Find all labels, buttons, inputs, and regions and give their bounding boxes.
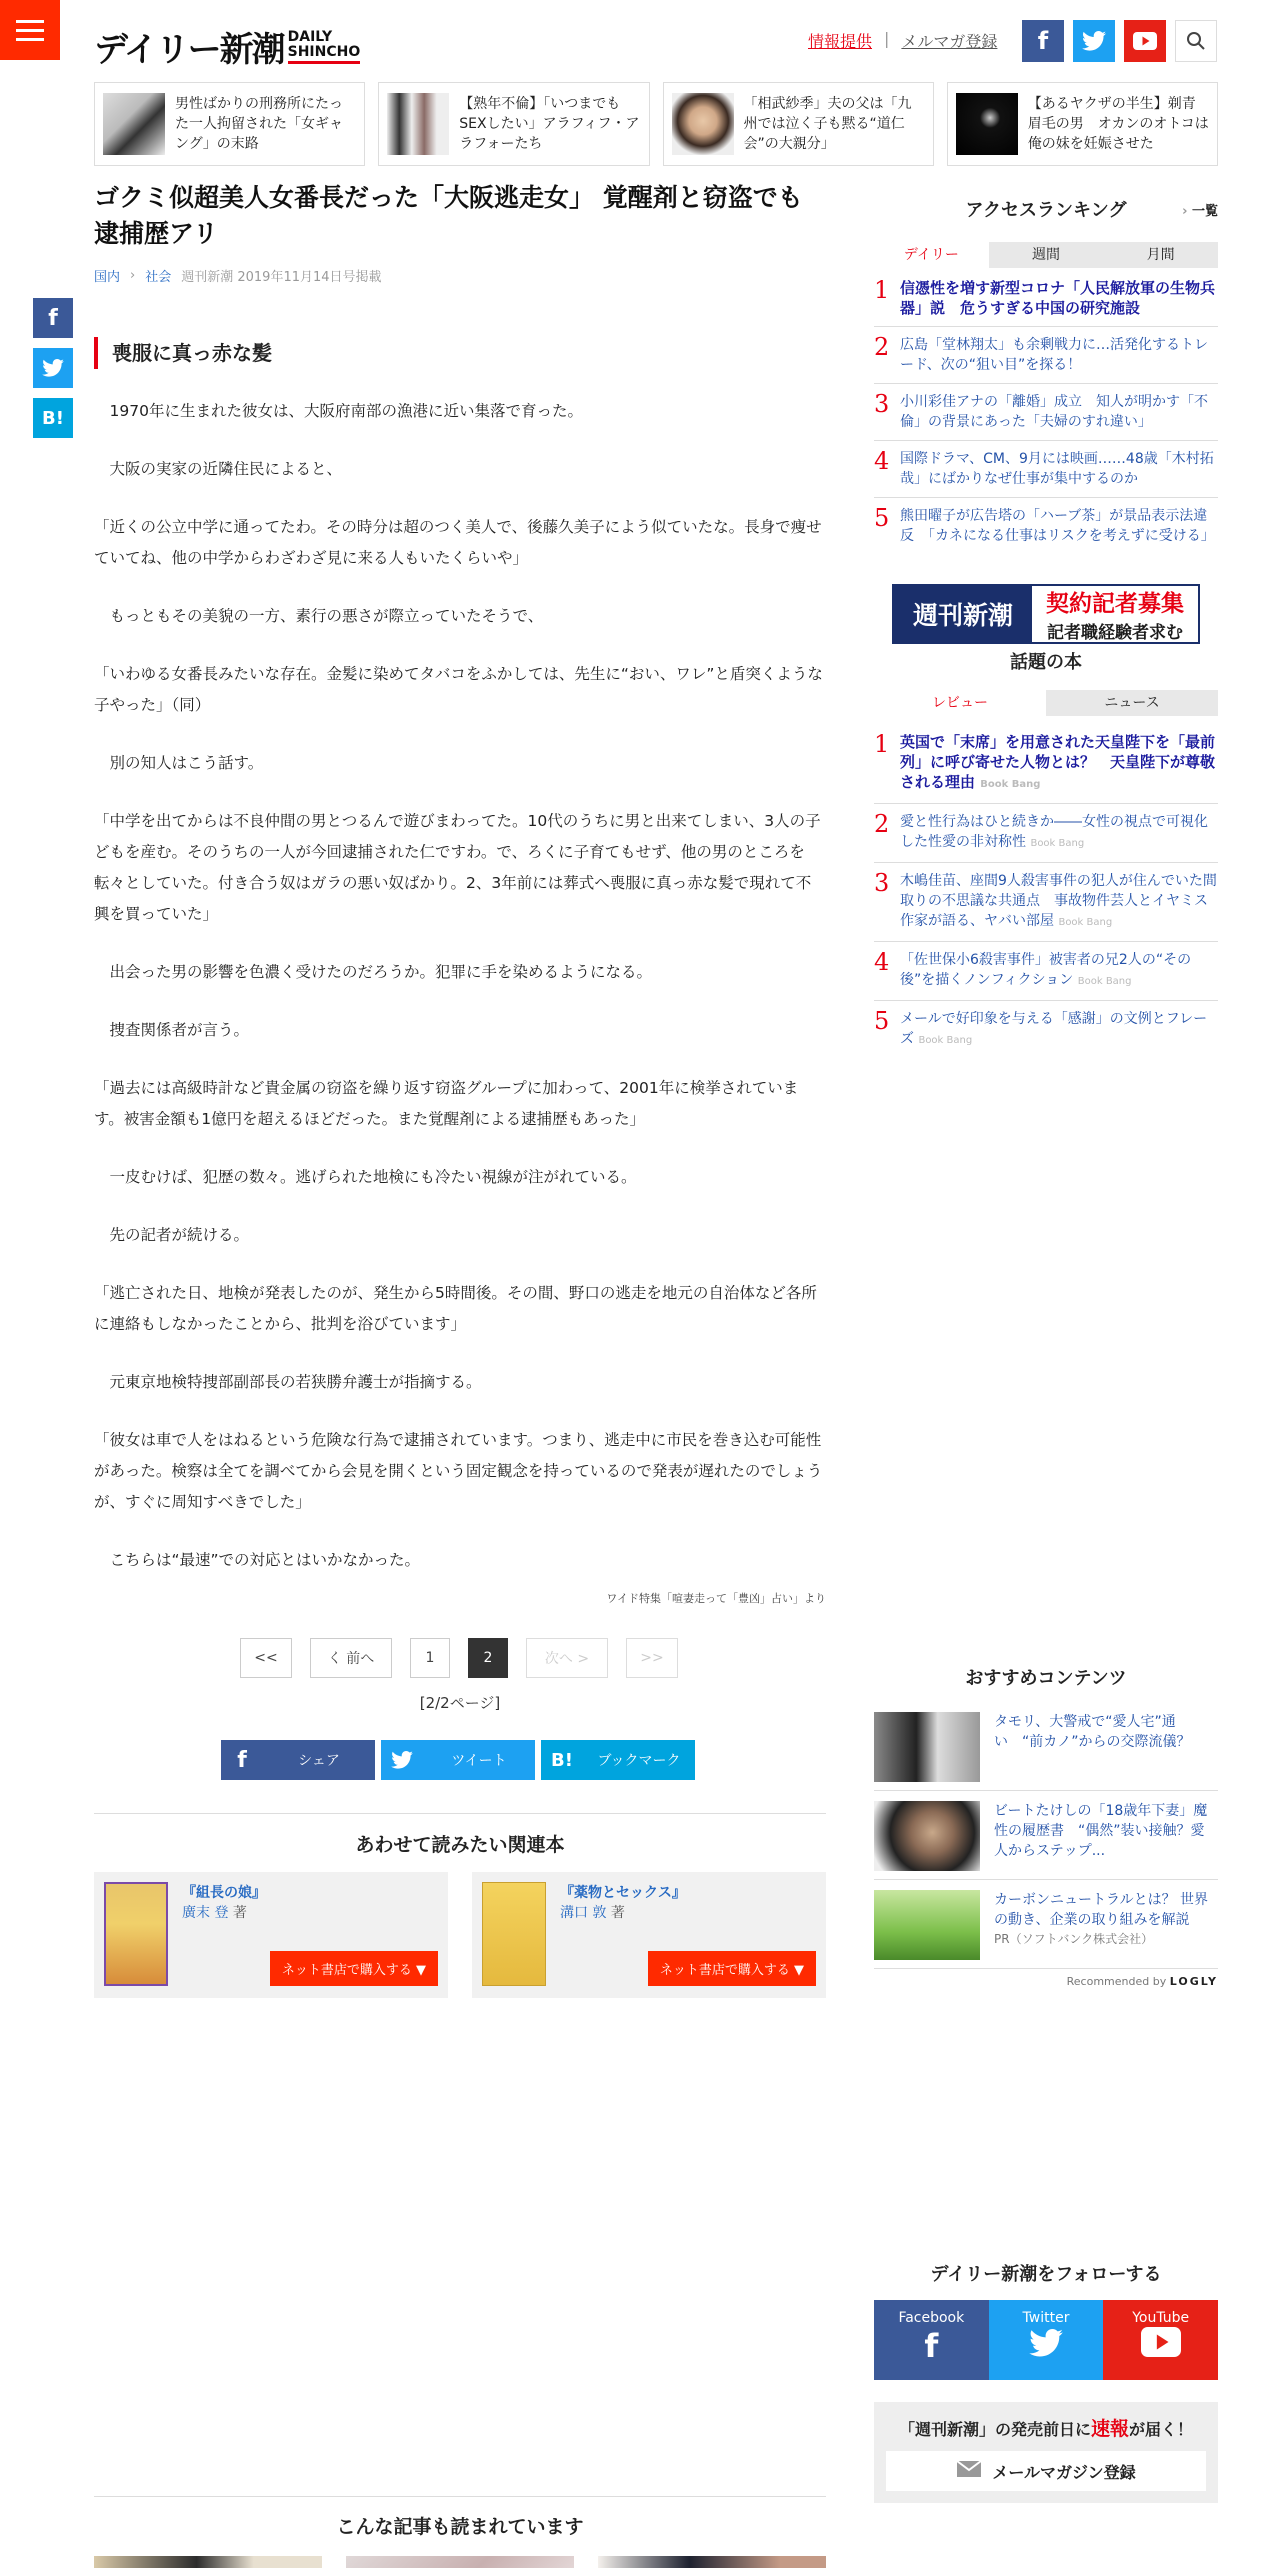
rank-number: 3 xyxy=(874,869,890,897)
youtube-icon xyxy=(1141,2326,1181,2366)
featured-thumb xyxy=(103,93,165,155)
article-paragraph: 元東京地検特捜部副部長の若狭勝弁護士が指摘する。 xyxy=(94,1373,482,1391)
rank-title: 信憑性を増す新型コロナ「人民解放軍の生物兵器」説 危うすぎる中国の研究施設 xyxy=(900,279,1216,317)
recommended-item[interactable] xyxy=(874,1886,1218,1969)
related-books-title: あわせて読みたい関連本 xyxy=(355,1834,565,1856)
recommended-text xyxy=(994,1890,1218,1960)
category-link[interactable]: 国内 xyxy=(94,270,121,285)
site-logo[interactable] xyxy=(94,22,360,71)
facebook-follow-button[interactable] xyxy=(874,2300,989,2380)
twitter-icon[interactable] xyxy=(33,348,73,388)
banner-logo: 週刊新潮 xyxy=(894,586,1032,642)
books-list xyxy=(874,724,1218,1059)
article-source: 週刊新潮 2019年11月14日号掲載 xyxy=(181,270,382,285)
article-body xyxy=(94,396,826,1576)
rank-title: 国際ドラマ、CM、9月には映画……48歳「木村拓哉」にばかりなぜ仕事が集中するのか xyxy=(900,451,1214,487)
twitter-icon xyxy=(1029,2326,1063,2366)
book-item[interactable] xyxy=(874,863,1218,942)
featured-card[interactable] xyxy=(378,82,649,166)
follow-title: デイリー新潮をフォローする xyxy=(930,2264,1162,2285)
twitter-icon xyxy=(381,1740,423,1780)
more-articles-title: こんな記事も読まれています xyxy=(336,2516,584,2538)
page-1-button[interactable]: 1 xyxy=(410,1638,450,1678)
recommended-thumb xyxy=(874,1801,980,1871)
ranking-item[interactable] xyxy=(874,498,1218,554)
article-paragraph: 「逃亡された日、地検が発表したのが、発生から5時間後。その間、野口の逃走を地元の自治体など各所に連絡もしなかったことから、批判を浴びています」 xyxy=(94,1284,817,1333)
books-title: 話題の本 xyxy=(1010,652,1082,673)
article-paragraph: 大阪の実家の近隣住民によると、 xyxy=(94,460,343,478)
more-articles xyxy=(94,2556,826,2568)
powered-by: Recommended by LOGLY xyxy=(1066,1975,1218,1988)
facebook-icon[interactable]: f xyxy=(33,298,73,338)
newsletter-box xyxy=(874,2402,1218,2503)
rank-number: 2 xyxy=(874,333,890,361)
recommended-thumb xyxy=(874,1712,980,1782)
rank-number: 1 xyxy=(874,730,890,758)
ranking-title: アクセスランキング › 一覧 xyxy=(965,200,1218,221)
article-paragraph: 先の記者が続ける。 xyxy=(94,1226,250,1244)
book-title[interactable]: 『組長の娘』 xyxy=(182,1885,266,1901)
featured-thumb xyxy=(956,93,1018,155)
prev-page-button[interactable]: く 前へ xyxy=(310,1638,392,1678)
share-bar xyxy=(221,1740,695,1780)
rank-number: 3 xyxy=(874,390,890,418)
book-title[interactable]: 『薬物とセックス』 xyxy=(560,1885,686,1901)
follow-buttons xyxy=(874,2300,1218,2380)
newsletter-link[interactable]: メルマガ登録 xyxy=(901,32,998,51)
recommended-item[interactable] xyxy=(874,1708,1218,1791)
article-paragraph: 「近くの公立中学に通ってたわ。その時分は超のつく美人で、後藤久美子によう似ていたな。長身で痩せていてね、他の中学からわざわざ見に来る人もいたくらいや」 xyxy=(94,518,822,567)
article-subheading: 喪服に真っ赤な髪 xyxy=(94,337,826,369)
book-item-title: 木嶋佳苗、座間9人殺害事件の犯人が住んでいた間取りの不思議な共通点 事故物件芸人とイヤミス作家が語る、ヤバい部屋 Book Bang xyxy=(900,873,1217,929)
book-cover[interactable] xyxy=(482,1882,546,1986)
article-thumbnail[interactable] xyxy=(94,2556,322,2568)
featured-strip xyxy=(94,82,1218,166)
related-books xyxy=(94,1872,826,1998)
recommended-title: ビートたけしの「18歳年下妻」魔性の履歴書 “偶然”装い接触？愛人からステップ... xyxy=(994,1803,1208,1859)
follow-label: Facebook xyxy=(898,2310,965,2326)
logo-en: DAILY SHINCHO xyxy=(288,30,361,64)
tab-weekly[interactable]: 週間 xyxy=(989,242,1104,268)
last-page-button[interactable]: >> xyxy=(626,1638,678,1678)
share-label: シェア xyxy=(298,1753,340,1769)
youtube-icon[interactable] xyxy=(1124,20,1166,62)
book-author: 廣末 登 著 xyxy=(182,1905,247,1921)
mail-icon xyxy=(956,2460,982,2482)
newsletter-register-button[interactable] xyxy=(886,2451,1206,2491)
book-item-title: 「佐世保小6殺害事件」被害者の兄2人の“その後”を描くノンフィクション Book Bang xyxy=(900,952,1192,988)
rank-number: 5 xyxy=(874,504,890,532)
facebook-share-button[interactable] xyxy=(221,1740,375,1780)
recommended-content xyxy=(874,1664,1218,1988)
info-link[interactable]: 情報提供 xyxy=(808,32,873,51)
ranking-item[interactable] xyxy=(874,441,1218,498)
recommended-title: おすすめコンテンツ xyxy=(965,1668,1127,1689)
tab-monthly[interactable]: 月間 xyxy=(1103,242,1218,268)
recommended-title: タモリ、大警戒で“愛人宅”通い “前カノ”からの交際流儀？ xyxy=(994,1714,1191,1750)
twitter-follow-button[interactable] xyxy=(989,2300,1104,2380)
follow-label: YouTube xyxy=(1132,2310,1190,2326)
article-paragraph: もっともその美貌の一方、素行の悪さが際立っていたそうで、 xyxy=(94,607,544,625)
facebook-icon: f xyxy=(924,2327,939,2365)
access-ranking xyxy=(874,196,1218,554)
article-paragraph: 「過去には高級時計など貴金属の窃盗を繰り返す窃盗グループに加わって、2001年に検挙されています。被害金額も1億円を超えるほどだった。また覚醒剤による逮捕歴もあった」 xyxy=(94,1079,799,1128)
featured-title: 【あるヤクザの半生】剃青眉毛の男 オカンのオトコは俺の妹を妊娠させた xyxy=(1027,96,1209,152)
divider xyxy=(94,1813,826,1814)
article-paragraph: 「彼女は車で人をはねるという危険な行為で逮捕されています。つまり、逃走中に市民を巻き込む可能性があった。検察は全てを調べてから会見を開くという固定観念を持っているので発表が遅れたのでしょうが、すぐに周知すべきでした」 xyxy=(94,1431,823,1511)
newsletter-register-label: メールマガジン登録 xyxy=(992,2462,1136,2482)
rank-number: 2 xyxy=(874,810,890,838)
article-title: ゴクミ似超美人女番長だった「大阪逃走女」 覚醒剤と窃盗でも逮捕歴アリ xyxy=(94,183,803,248)
featured-card[interactable] xyxy=(94,82,365,166)
recruit-banner[interactable] xyxy=(892,584,1200,644)
menu-line xyxy=(16,29,44,32)
featured-title: 男性ばかりの刑務所にたった一人拘留された「女ギャング」の末路 xyxy=(175,96,343,152)
featured-title: 「相武紗季」夫の父は「九州では泣く子も黙る“道仁会”の大親分」 xyxy=(743,96,912,152)
book-item[interactable] xyxy=(874,724,1218,804)
rank-number: 4 xyxy=(874,447,890,475)
featured-card[interactable] xyxy=(947,82,1218,166)
banner-text: 契約記者募集 記者職経験者求む xyxy=(1046,591,1184,643)
menu-line xyxy=(16,20,44,23)
article xyxy=(94,180,826,1606)
pr-label: PR（ソフトバンク株式会社） xyxy=(994,1932,1154,1946)
page-info: [2/2ページ] xyxy=(419,1694,501,1712)
article-paragraph: 1970年に生まれた彼女は、大阪府南部の漁港に近い集落で育った。 xyxy=(94,402,583,420)
logo-jp: デイリー新潮 xyxy=(94,30,284,70)
rank-number: 5 xyxy=(874,1007,890,1035)
tab-review[interactable]: レビュー xyxy=(874,690,1046,716)
hatena-share-button[interactable] xyxy=(541,1740,695,1780)
follow-section xyxy=(874,2260,1218,2503)
header-social xyxy=(1022,20,1217,62)
featured-thumb xyxy=(672,93,734,155)
facebook-icon[interactable]: f xyxy=(1022,20,1064,62)
chevron-right-icon: › xyxy=(1182,204,1188,219)
book-card xyxy=(94,1872,448,1998)
rank-title: 広島「堂林翔太」も余剰戦力に…活発化するトレード、次の“狙い目”を探る！ xyxy=(900,337,1208,373)
book-item[interactable] xyxy=(874,942,1218,1001)
rank-number: 1 xyxy=(874,276,890,304)
twitter-icon[interactable] xyxy=(1073,20,1115,62)
recommended-title: カーボンニュートラルとは？ 世界の動き、企業の取り組みを解説 xyxy=(994,1892,1209,1928)
category-link[interactable]: 社会 xyxy=(145,270,172,285)
ranking-list xyxy=(874,270,1218,554)
recommended-thumb xyxy=(874,1890,980,1960)
ranking-item[interactable] xyxy=(874,327,1218,384)
article-paragraph: 「中学を出てからは不良仲間の男とつるんで遊びまわってた。10代のうちに男と出来てしまい、3人の子どもを産む。そのうちの一人が今回逮捕された仁ですわ。で、ろくに子育てもせず、他の男のところを転々としていた。付き合う奴はガラの悪い奴ばかり。2、3年前には葬式へ喪服に真っ赤な髪で現れて不興を買っていた」 xyxy=(94,812,821,923)
follow-label: Twitter xyxy=(1022,2310,1070,2326)
article-paragraph: こちらは“最速”での対応とはいかなかった。 xyxy=(94,1551,421,1569)
share-label: ブックマーク xyxy=(597,1753,681,1769)
topic-books xyxy=(874,648,1218,1059)
tab-news[interactable]: ニュース xyxy=(1046,690,1218,716)
rank-title: 小川彩佳アナの「離婚」成立 知人が明かす「不倫」の背景にあった「夫婦のすれ違い」 xyxy=(900,394,1208,430)
buy-book-button[interactable]: ネット書店で購入する ▼ xyxy=(270,1951,438,1986)
article-paragraph: 一皮むけば、犯歴の数々。逃げられた地検にも冷たい視線が注がれている。 xyxy=(94,1168,637,1186)
article-paragraph: 「いわゆる女番長みたいな存在。金髪に染めてタバコをふかしては、先生に“おい、ワレ”と盾突くような子やった」（同） xyxy=(94,665,823,714)
book-item-title: 英国で「末席」を用意された天皇陛下を「最前列」に呼び寄せた人物とは？ 天皇陛下が尊敬される理由 Book Bang xyxy=(900,733,1216,791)
menu-line xyxy=(16,38,44,41)
hatena-bookmark-icon[interactable]: B! xyxy=(33,398,73,438)
book-cover[interactable] xyxy=(104,1882,168,1986)
book-author: 溝口 敦 著 xyxy=(560,1905,625,1921)
twitter-share-button[interactable] xyxy=(381,1740,535,1780)
floating-share xyxy=(33,298,73,438)
buy-book-button[interactable]: ネット書店で購入する ▼ xyxy=(648,1951,816,1986)
recommended-list xyxy=(874,1708,1218,1969)
book-card xyxy=(472,1872,826,1998)
featured-card[interactable] xyxy=(663,82,934,166)
facebook-icon: f xyxy=(237,1747,247,1773)
page-2-button[interactable]: 2 xyxy=(468,1638,508,1678)
next-page-button[interactable]: 次へ > xyxy=(526,1638,608,1678)
ranking-tabs xyxy=(874,242,1218,268)
books-tabs xyxy=(874,690,1218,716)
chevron-right-icon: › xyxy=(130,268,136,283)
divider xyxy=(94,2496,826,2497)
tab-daily[interactable]: デイリー xyxy=(874,242,989,268)
ranking-all-link[interactable]: › 一覧 xyxy=(1182,204,1218,219)
header-links xyxy=(808,29,997,52)
rank-number: 4 xyxy=(874,948,890,976)
menu-button[interactable] xyxy=(0,0,60,60)
pagination xyxy=(240,1638,678,1678)
article-citation: ワイド特集「喧妻走って「豊凶」占い」より xyxy=(606,1592,826,1605)
hatena-bookmark-icon: B! xyxy=(551,1749,573,1771)
article-thumbnail[interactable] xyxy=(598,2556,826,2568)
book-item[interactable] xyxy=(874,1001,1218,1059)
featured-thumb xyxy=(387,93,449,155)
separator: | xyxy=(884,29,890,48)
article-paragraph: 捜査関係者が言う。 xyxy=(94,1021,250,1039)
newsletter-message: 「週刊新潮」の発売前日に速報が届く！ xyxy=(898,2418,1194,2440)
recommended-item[interactable] xyxy=(874,1797,1218,1880)
share-label: ツイート xyxy=(451,1753,507,1769)
search-icon[interactable] xyxy=(1175,20,1217,62)
ranking-item[interactable] xyxy=(874,384,1218,441)
youtube-follow-button[interactable] xyxy=(1103,2300,1218,2380)
book-item-title: 愛と性行為はひと続きか――女性の視点で可視化した性愛の非対称性 Book Bang xyxy=(900,814,1208,850)
article-thumbnail[interactable] xyxy=(346,2556,574,2568)
featured-title: 【熟年不倫】「いつまでもSEXしたい」アラフィフ・アラフォーたち xyxy=(459,96,640,152)
book-item-title: メールで好印象を与える「感謝」の文例とフレーズ Book Bang xyxy=(900,1011,1208,1047)
ranking-item[interactable] xyxy=(874,270,1218,327)
rank-title: 熊田曜子が広告塔の「ハーブ茶」が景品表示法違反 「カネになる仕事はリスクを考えずに受ける」 xyxy=(900,508,1215,544)
article-paragraph: 出会った男の影響を色濃く受けたのだろうか。犯罪に手を染めるようになる。 xyxy=(94,963,653,981)
book-item[interactable] xyxy=(874,804,1218,863)
article-paragraph: 別の知人はこう話す。 xyxy=(94,754,264,772)
first-page-button[interactable]: << xyxy=(240,1638,292,1678)
article-meta xyxy=(94,266,826,285)
